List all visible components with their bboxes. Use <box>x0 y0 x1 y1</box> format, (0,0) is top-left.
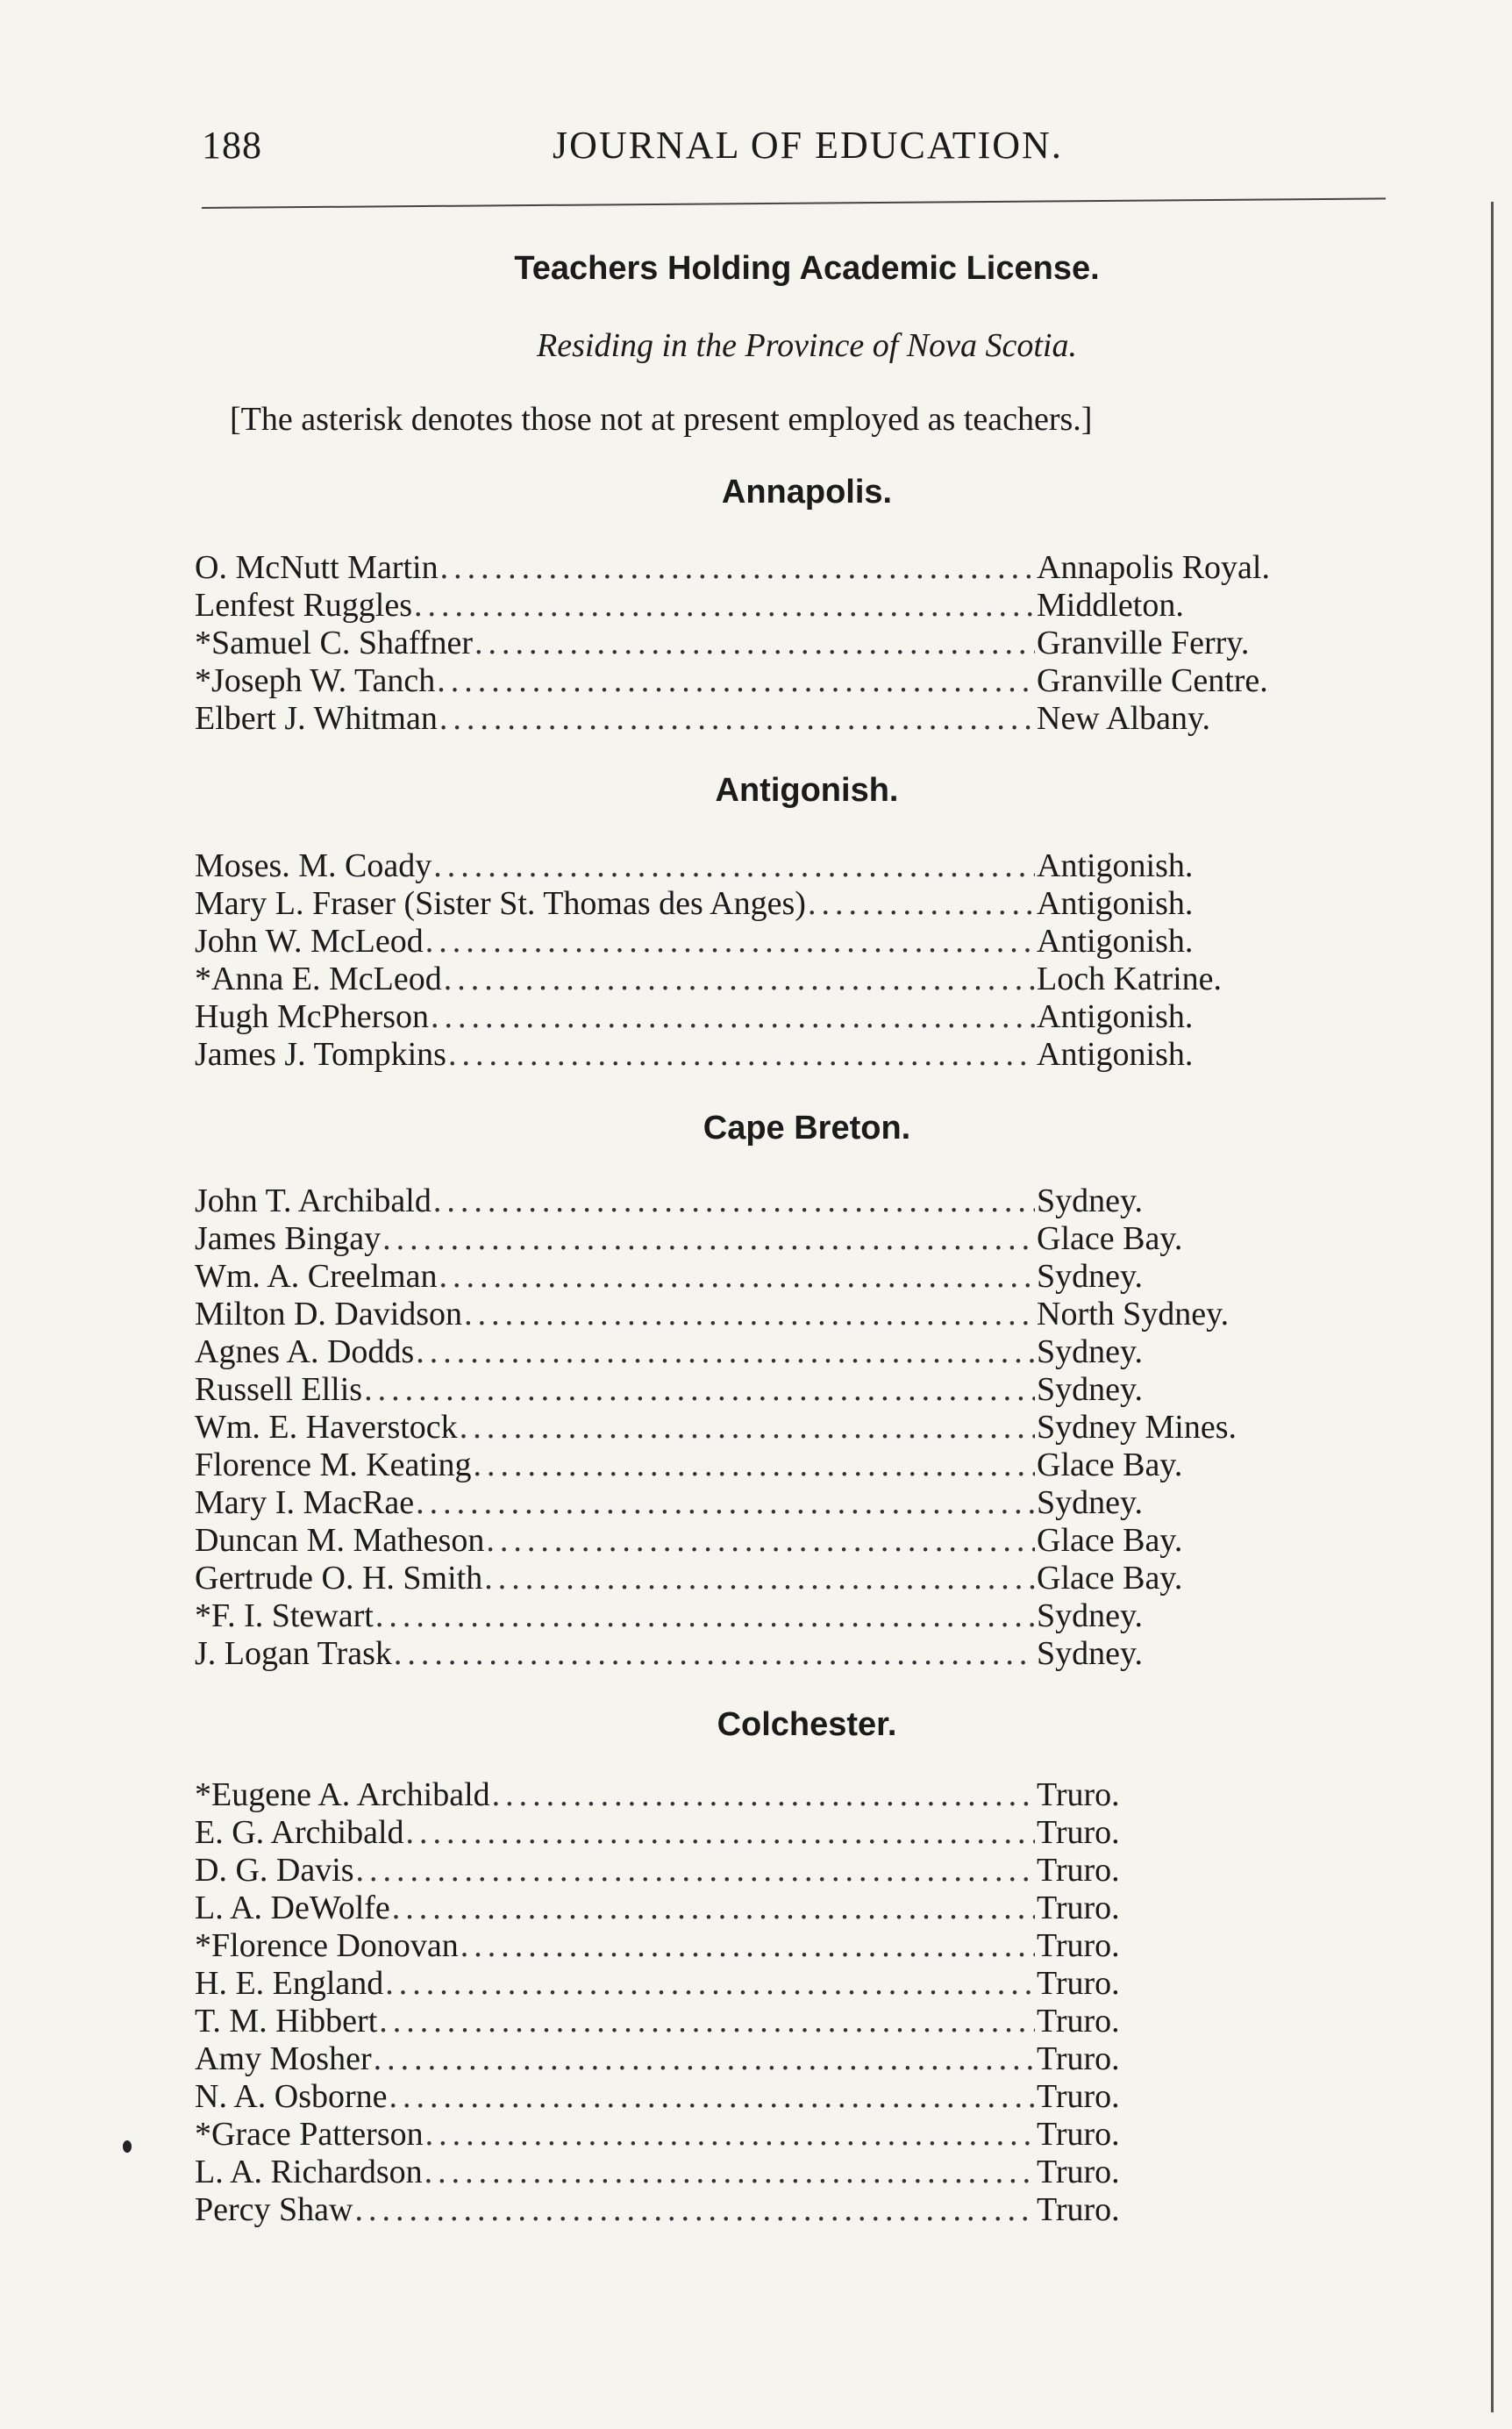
list-item <box>195 1447 1335 1484</box>
teacher-location: Sydney. <box>1037 1597 1144 1634</box>
list-item <box>195 1560 1335 1597</box>
teacher-name: James J. Tompkins <box>195 1036 446 1073</box>
leader-dots <box>484 1560 1035 1597</box>
teacher-location: Antigonish. <box>1037 847 1194 884</box>
teacher-name: Duncan M. Matheson <box>195 1522 485 1559</box>
leader-dots <box>460 1927 1035 1965</box>
teacher-name: Milton D. Davidson <box>195 1296 463 1332</box>
teacher-name: Amy Mosher <box>195 2040 372 2077</box>
leader-dots <box>433 1182 1035 1220</box>
list-item <box>195 549 1335 587</box>
leader-dots <box>486 1522 1035 1560</box>
teacher-name: *Eugene A. Archibald <box>195 1776 490 1813</box>
teacher-name: Wm. E. Haverstock <box>195 1409 458 1446</box>
leader-dots <box>385 1965 1035 2003</box>
list-item <box>195 1182 1335 1220</box>
list-item <box>195 1927 1335 1965</box>
leader-dots <box>394 1635 1035 1673</box>
list-item <box>195 625 1335 662</box>
teacher-location: Sydney Mines. <box>1037 1409 1237 1446</box>
teacher-location: Truro. <box>1037 2040 1120 2077</box>
running-header <box>202 123 1114 175</box>
list-item <box>195 662 1335 700</box>
teacher-name: James Bingay <box>195 1220 382 1257</box>
teacher-location: Truro. <box>1037 1890 1120 1926</box>
leader-dots <box>474 625 1035 662</box>
leader-dots <box>439 700 1035 738</box>
teacher-location: Sydney. <box>1037 1484 1144 1521</box>
county-heading-antigonish: Antigonish. <box>715 772 899 809</box>
leader-dots <box>437 662 1035 700</box>
teacher-name: T. M. Hibbert <box>195 2003 378 2040</box>
teacher-location: Truro. <box>1037 1927 1120 1964</box>
teacher-name: *Florence Donovan <box>195 1927 459 1964</box>
teacher-name: Mary I. MacRae <box>195 1484 415 1521</box>
list-item <box>195 1409 1335 1447</box>
teacher-name: *Joseph W. Tanch <box>195 662 436 699</box>
teacher-location: New Albany. <box>1037 700 1211 737</box>
leader-dots <box>414 587 1035 625</box>
teacher-location: Antigonish. <box>1037 885 1194 922</box>
leader-dots <box>425 2116 1035 2154</box>
page-edge-shadow <box>1491 202 1494 2412</box>
page-subtitle: Residing in the Province of Nova Scotia. <box>537 327 1077 364</box>
teacher-name: O. McNutt Martin <box>195 549 439 586</box>
teacher-location: Middleton. <box>1037 587 1184 624</box>
teacher-name: *Anna E. McLeod <box>195 961 442 997</box>
teacher-location: Truro. <box>1037 2078 1120 2115</box>
teacher-location: Glace Bay. <box>1037 1447 1183 1483</box>
page-title: Teachers Holding Academic License. <box>514 250 1100 287</box>
list-item <box>195 2191 1335 2229</box>
list-item <box>195 2116 1335 2154</box>
teacher-name: *Grace Patterson <box>195 2116 424 2153</box>
list-item <box>195 587 1335 625</box>
teacher-name: John T. Archibald <box>195 1182 431 1219</box>
list-item <box>195 923 1335 961</box>
list-item <box>195 1036 1335 1074</box>
teacher-location: Loch Katrine. <box>1037 961 1223 997</box>
county-list-colchester <box>195 1776 1335 2229</box>
leader-dots <box>424 2154 1035 2191</box>
teacher-name: *F. I. Stewart <box>195 1597 374 1634</box>
leader-dots <box>460 1409 1035 1447</box>
leader-dots <box>474 1447 1035 1484</box>
list-item <box>195 1220 1335 1258</box>
list-item <box>195 1484 1335 1522</box>
list-item <box>195 1635 1335 1673</box>
teacher-location: Glace Bay. <box>1037 1220 1183 1257</box>
list-item <box>195 1522 1335 1560</box>
list-item <box>195 2003 1335 2040</box>
teacher-name: J. Logan Trask <box>195 1635 392 1672</box>
teacher-location: Antigonish. <box>1037 998 1194 1035</box>
leader-dots <box>375 1597 1035 1635</box>
teacher-location: Truro. <box>1037 1965 1120 2002</box>
list-item <box>195 1371 1335 1409</box>
list-item <box>195 1814 1335 1852</box>
teacher-location: Antigonish. <box>1037 1036 1194 1073</box>
teacher-location: Truro. <box>1037 1776 1120 1813</box>
teacher-name: Agnes A. Dodds <box>195 1333 415 1370</box>
teacher-location: North Sydney. <box>1037 1296 1230 1332</box>
list-item <box>195 885 1335 923</box>
teacher-name: Mary L. Fraser (Sister St. Thomas des Anges) <box>195 885 806 922</box>
list-item <box>195 1776 1335 1814</box>
teacher-location: Granville Centre. <box>1037 662 1268 699</box>
teacher-name: John W. McLeod <box>195 923 424 960</box>
header-rule <box>202 197 1386 209</box>
teacher-name: Hugh McPherson <box>195 998 430 1035</box>
leader-dots <box>382 1220 1035 1258</box>
teacher-location: Truro. <box>1037 2003 1120 2040</box>
leader-dots <box>431 998 1035 1036</box>
list-item <box>195 700 1335 738</box>
teacher-name: H. E. England <box>195 1965 384 2002</box>
leader-dots <box>406 1814 1035 1852</box>
list-item <box>195 1965 1335 2003</box>
leader-dots <box>464 1296 1035 1333</box>
list-item <box>195 1890 1335 1927</box>
list-item <box>195 847 1335 885</box>
teacher-location: Sydney. <box>1037 1182 1144 1219</box>
leader-dots <box>448 1036 1035 1074</box>
county-list-annapolis <box>195 549 1335 738</box>
list-item <box>195 1258 1335 1296</box>
leader-dots <box>416 1333 1035 1371</box>
list-item <box>195 1852 1335 1890</box>
teacher-location: Truro. <box>1037 1814 1120 1851</box>
leader-dots <box>425 923 1035 961</box>
leader-dots <box>356 1852 1035 1890</box>
scan-speck <box>123 2140 132 2153</box>
list-item <box>195 2154 1335 2191</box>
teacher-name: Gertrude O. H. Smith <box>195 1560 483 1597</box>
teacher-name: Russell Ellis <box>195 1371 363 1408</box>
leader-dots <box>444 961 1035 998</box>
leader-dots <box>440 549 1035 587</box>
teacher-name: Moses. M. Coady <box>195 847 432 884</box>
list-item <box>195 998 1335 1036</box>
county-heading-annapolis: Annapolis. <box>721 474 893 511</box>
teacher-location: Glace Bay. <box>1037 1560 1183 1597</box>
teacher-location: Sydney. <box>1037 1371 1144 1408</box>
county-heading-colchester: Colchester. <box>717 1706 897 1743</box>
teacher-location: Annapolis Royal. <box>1037 549 1270 586</box>
running-title: JOURNAL OF EDUCATION. <box>553 124 1063 167</box>
teacher-location: Truro. <box>1037 2191 1120 2228</box>
leader-dots <box>374 2040 1035 2078</box>
asterisk-note: [The asterisk denotes those not at present employed as teachers.] <box>230 401 1093 438</box>
teacher-location: Sydney. <box>1037 1258 1144 1295</box>
teacher-location: Truro. <box>1037 2116 1120 2153</box>
teacher-name: Wm. A. Creelman <box>195 1258 438 1295</box>
teacher-location: Granville Ferry. <box>1037 625 1250 661</box>
teacher-name: L. A. DeWolfe <box>195 1890 390 1926</box>
county-list-antigonish <box>195 847 1335 1074</box>
teacher-name: L. A. Richardson <box>195 2154 423 2190</box>
leader-dots <box>492 1776 1035 1814</box>
leader-dots <box>392 1890 1035 1927</box>
page-number: 188 <box>202 124 262 167</box>
teacher-name: *Samuel C. Shaffner <box>195 625 473 661</box>
teacher-location: Antigonish. <box>1037 923 1194 960</box>
teacher-location: Sydney. <box>1037 1333 1144 1370</box>
county-heading-cape-breton: Cape Breton. <box>703 1110 911 1147</box>
teacher-name: Lenfest Ruggles <box>195 587 413 624</box>
teacher-name: Florence M. Keating <box>195 1447 472 1483</box>
teacher-name: Elbert J. Whitman <box>195 700 438 737</box>
list-item <box>195 1597 1335 1635</box>
teacher-location: Truro. <box>1037 2154 1120 2190</box>
teacher-name: E. G. Archibald <box>195 1814 404 1851</box>
leader-dots <box>808 885 1035 923</box>
teacher-name: D. G. Davis <box>195 1852 354 1889</box>
leader-dots <box>439 1258 1035 1296</box>
teacher-location: Glace Bay. <box>1037 1522 1183 1559</box>
list-item <box>195 1296 1335 1333</box>
teacher-location: Sydney. <box>1037 1635 1144 1672</box>
leader-dots <box>364 1371 1035 1409</box>
leader-dots <box>389 2078 1035 2116</box>
county-list-cape-breton <box>195 1182 1335 1673</box>
list-item <box>195 2040 1335 2078</box>
teacher-name: Percy Shaw <box>195 2191 353 2228</box>
leader-dots <box>354 2191 1035 2229</box>
teacher-location: Truro. <box>1037 1852 1120 1889</box>
leader-dots <box>379 2003 1035 2040</box>
leader-dots <box>416 1484 1035 1522</box>
teacher-name: N. A. Osborne <box>195 2078 388 2115</box>
list-item <box>195 961 1335 998</box>
leader-dots <box>433 847 1035 885</box>
list-item <box>195 1333 1335 1371</box>
list-item <box>195 2078 1335 2116</box>
